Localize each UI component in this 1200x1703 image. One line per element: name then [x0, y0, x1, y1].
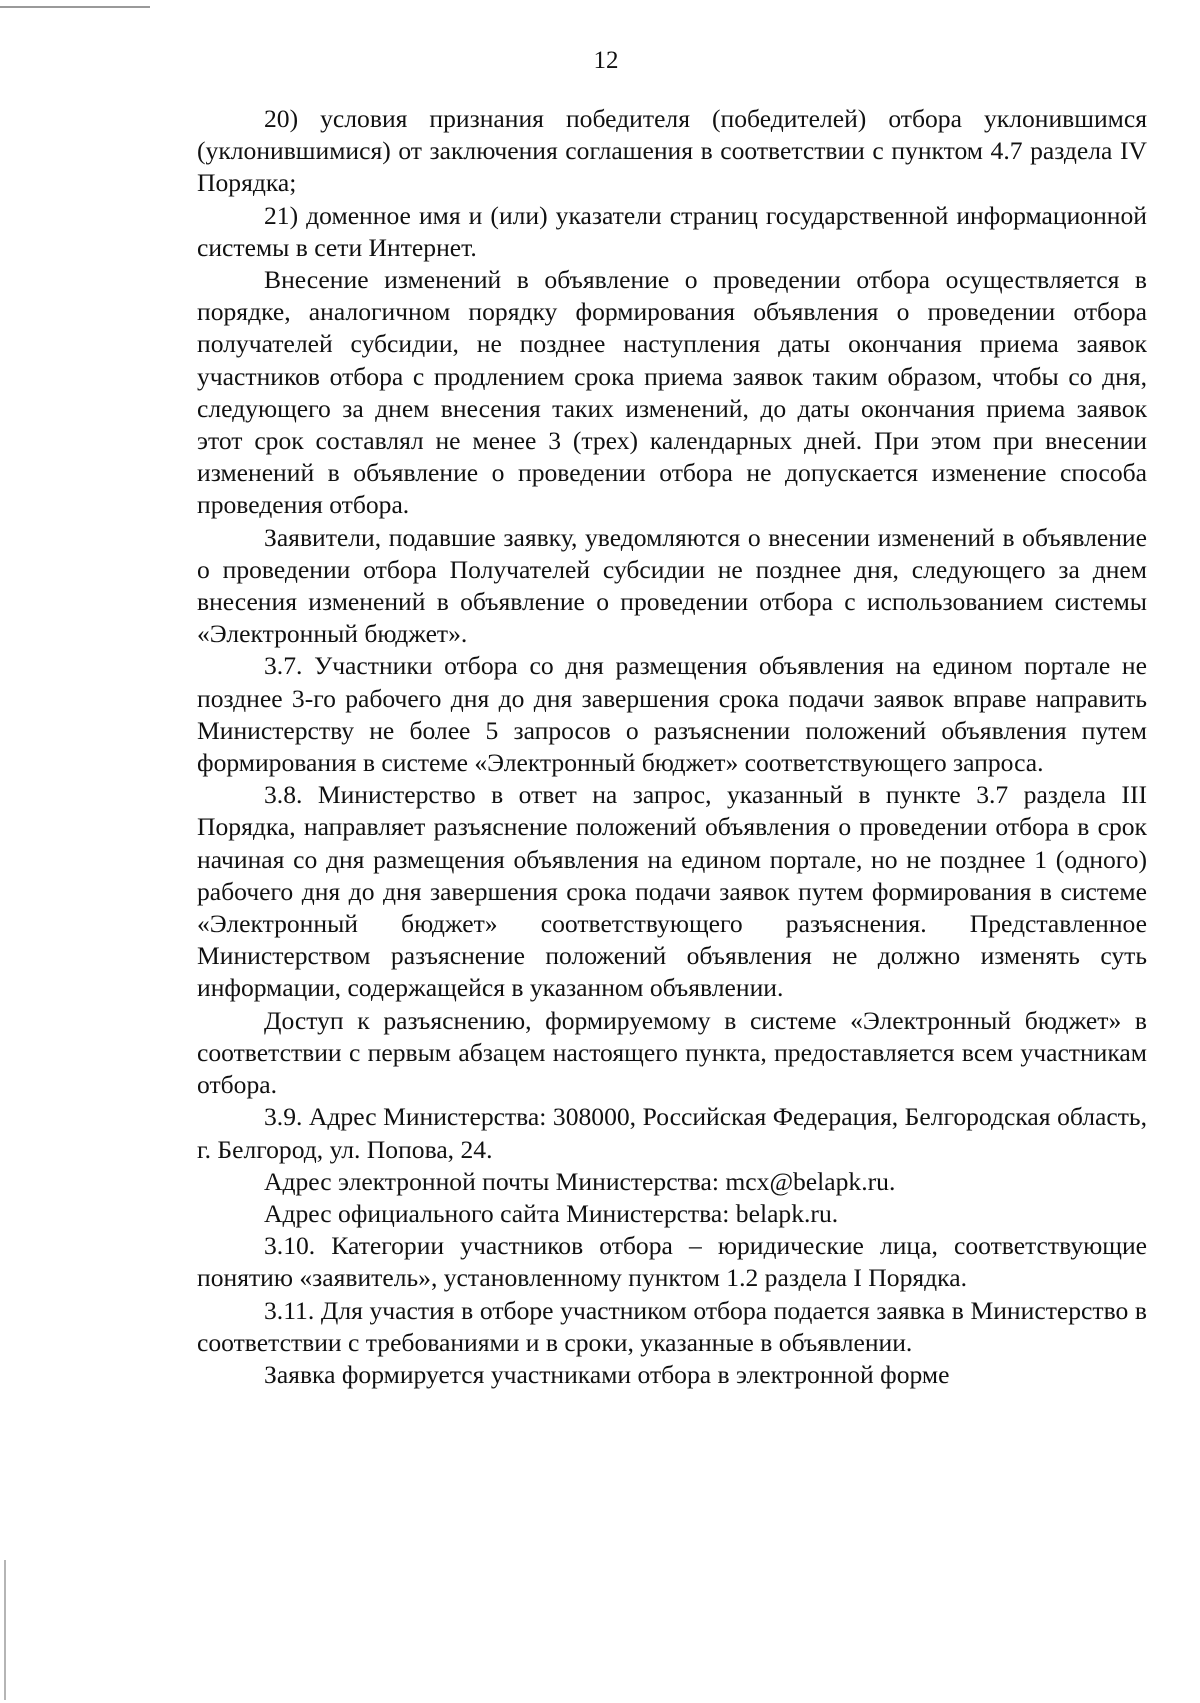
paragraph-access: Доступ к разъяснению, формируемому в системе «Электронный бюджет» в соответствии с первым абзацем настоящего пункта, предоставляется всем участникам отбора. [197, 1005, 1147, 1100]
paragraph-website: Адрес официального сайта Министерства: belapk.ru. [264, 1198, 839, 1228]
paragraph-item-21: 21) доменное имя и (или) указатели страниц государственной информационной системы в сети Интернет. [197, 200, 1147, 262]
document-body [197, 103, 1147, 1391]
paragraph-changes: Внесение изменений в объявление о проведении отбора осуществляется в порядке, аналогичном порядку формирования объявления о проведении отбора получателей субсидии, не позднее наступления даты окончания приема заявок участников отбора с продлением срока приема заявок таким образом, чтобы со дня, следующего за днем внесения таких изменений, до даты окончания приема заявок этот срок составлял не менее 3 (трех) календарных дней. При этом при внесении изменений в объявление о проведении отбора не допускается изменение способа проведения отбора. [197, 265, 1147, 520]
paragraph-3-9: 3.9. Адрес Министерства: 308000, Российская Федерация, Белгородская область, г. Белгород, ул. Попова, 24. [197, 1102, 1147, 1164]
paragraph-applicants-notice: Заявители, подавшие заявку, уведомляются о внесении изменений в объявление о проведении отбора Получателей субсидии не позднее дня, следующего за днем внесения изменений в объявление о проведении отбора с использованием системы «Электронный бюджет». [197, 522, 1147, 649]
paragraph-item-20: 20) условия признания победителя (победителей) отбора уклонившимся (уклонившимися) от заключения соглашения в соответствии с пунктом 4.7 раздела IV Порядка; [197, 104, 1147, 198]
paragraph-3-10: 3.10. Категории участников отбора – юридические лица, соответствующие понятию «заявитель», установленному пунктом 1.2 раздела I Порядка. [197, 1231, 1147, 1293]
paragraph-application-form: Заявка формируется участниками отбора в электронной форме [264, 1359, 950, 1389]
page-number: 12 [593, 47, 619, 74]
paragraph-3-8: 3.8. Министерство в ответ на запрос, указанный в пункте 3.7 раздела III Порядка, направляет разъяснение положений объявления о проведении отбора в срок начиная со дня размещения объявления на едином портале, но не позднее 1 (одного) рабочего дня до дня завершения срока подачи заявок путем формирования в системе «Электронный бюджет» соответствующего разъяснения. Представленное Министерством разъяснение положений объявления не должно изменять суть информации, содержащейся в указанном объявлении. [197, 780, 1147, 1003]
scan-margin-line [4, 1560, 6, 1700]
paragraph-3-11: 3.11. Для участия в отборе участником отбора подается заявка в Министерство в соответствии с требованиями и в сроки, указанные в объявлении. [197, 1295, 1147, 1357]
scan-edge-mark [0, 6, 150, 8]
paragraph-3-7: 3.7. Участники отбора со дня размещения объявления на едином портале не позднее 3-го рабочего дня до дня завершения срока подачи заявок вправе направить Министерству не более 5 запросов о разъяснении положений объявления путем формирования в системе «Электронный бюджет» соответствующего запроса. [197, 651, 1147, 778]
paragraph-email: Адрес электронной почты Министерства: mcx@belapk.ru. [264, 1166, 896, 1196]
